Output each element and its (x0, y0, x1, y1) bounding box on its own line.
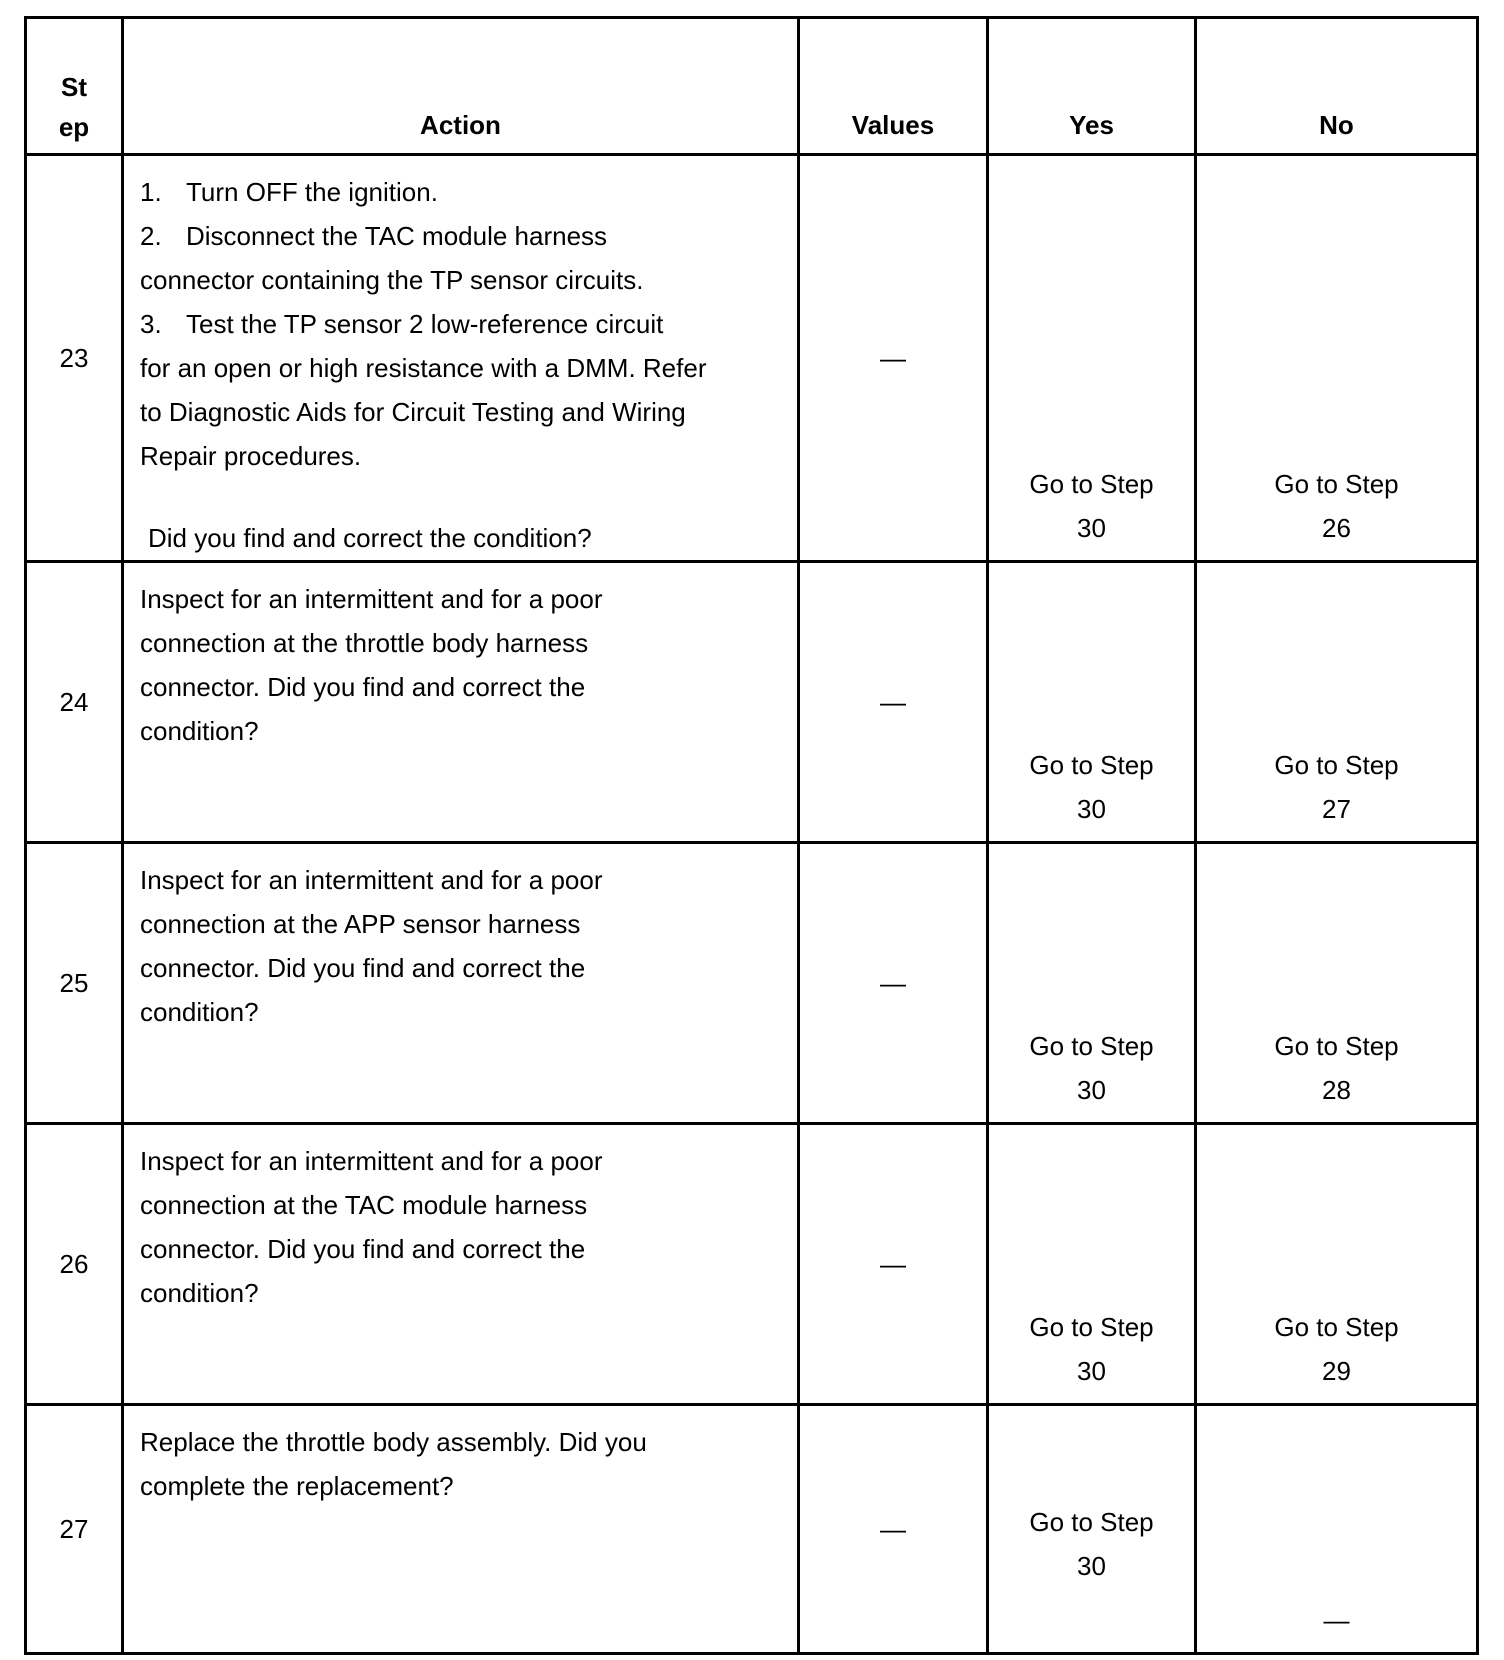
action-item-continued: for an open or high resistance with a DMM. Refer (140, 353, 707, 383)
action-item (140, 302, 781, 346)
table-row (26, 155, 1478, 562)
yes-goto-step: 30 (1077, 513, 1106, 543)
no-cell (1196, 155, 1478, 562)
step-number: 23 (26, 155, 123, 562)
action-cell (123, 1405, 799, 1654)
yes-cell (988, 1405, 1196, 1654)
action-question: Did you find and correct the condition? (148, 523, 592, 553)
header-step-line2: ep (58, 112, 90, 142)
action-item (140, 170, 781, 214)
item-text: Disconnect the TAC module harness (186, 221, 608, 251)
no-cell (1196, 562, 1478, 843)
yes-cell (988, 1124, 1196, 1405)
action-line: condition? (140, 1278, 259, 1308)
action-cell (123, 1124, 799, 1405)
action-line: Inspect for an intermittent and for a poor (140, 584, 603, 614)
header-step (26, 18, 123, 155)
values-cell: — (799, 155, 988, 562)
values-cell: — (799, 1405, 988, 1654)
action-line: connector. Did you find and correct the (140, 953, 586, 983)
action-line: Replace the throttle body assembly. Did you (140, 1427, 647, 1457)
action-cell (123, 843, 799, 1124)
yes-goto-step: 30 (1077, 1075, 1106, 1105)
no-goto-step: 28 (1322, 1075, 1351, 1105)
yes-goto-label: Go to Step (1029, 1507, 1154, 1537)
no-goto-label: Go to Step (1274, 469, 1399, 499)
action-item (140, 214, 781, 258)
yes-cell (988, 843, 1196, 1124)
values-cell: — (799, 843, 988, 1124)
header-values: Values (799, 18, 988, 155)
table-row (26, 1405, 1478, 1654)
no-goto-label: Go to Step (1274, 1031, 1399, 1061)
item-number: 1. (140, 177, 162, 207)
no-goto-step: 26 (1322, 513, 1351, 543)
yes-goto-label: Go to Step (1029, 1312, 1154, 1342)
table-row (26, 1124, 1478, 1405)
header-row (26, 18, 1478, 155)
step-number: 26 (26, 1124, 123, 1405)
action-item-continued: connector containing the TP sensor circuits. (140, 265, 644, 295)
action-line: connection at the APP sensor harness (140, 909, 581, 939)
yes-goto-step: 30 (1077, 1356, 1106, 1386)
action-line: Inspect for an intermittent and for a poor (140, 1146, 603, 1176)
action-line: connection at the TAC module harness (140, 1190, 588, 1220)
no-cell (1196, 843, 1478, 1124)
header-no: No (1196, 18, 1478, 155)
action-line: connector. Did you find and correct the (140, 672, 586, 702)
item-number: 3. (140, 309, 162, 339)
action-item-continued: Repair procedures. (140, 441, 362, 471)
action-line: connection at the throttle body harness (140, 628, 589, 658)
item-number: 2. (140, 221, 162, 251)
yes-cell (988, 155, 1196, 562)
header-step-line1: St (61, 72, 87, 102)
no-goto-label: Go to Step (1274, 1312, 1399, 1342)
step-number: 24 (26, 562, 123, 843)
no-cell (1196, 1124, 1478, 1405)
values-cell: — (799, 562, 988, 843)
item-text: Test the TP sensor 2 low-reference circuit (186, 309, 664, 339)
action-line: Inspect for an intermittent and for a poor (140, 865, 603, 895)
table-row (26, 562, 1478, 843)
action-line: connector. Did you find and correct the (140, 1234, 586, 1264)
action-cell (123, 562, 799, 843)
yes-goto-label: Go to Step (1029, 1031, 1154, 1061)
step-number: 27 (26, 1405, 123, 1654)
action-item-continued: to Diagnostic Aids for Circuit Testing and Wiring (140, 397, 686, 427)
no-goto-label: Go to Step (1274, 750, 1399, 780)
action-line: condition? (140, 716, 259, 746)
yes-goto-label: Go to Step (1029, 469, 1154, 499)
header-action: Action (123, 18, 799, 155)
action-line: condition? (140, 997, 259, 1027)
yes-goto-label: Go to Step (1029, 750, 1154, 780)
diagnostic-table (24, 16, 1479, 1655)
no-cell: — (1196, 1405, 1478, 1654)
yes-cell (988, 562, 1196, 843)
values-cell: — (799, 1124, 988, 1405)
table-row (26, 843, 1478, 1124)
yes-goto-step: 30 (1077, 1551, 1106, 1581)
action-cell (123, 155, 799, 562)
item-text: Turn OFF the ignition. (186, 177, 438, 207)
step-number: 25 (26, 843, 123, 1124)
header-yes: Yes (988, 18, 1196, 155)
action-line: complete the replacement? (140, 1471, 454, 1501)
no-goto-step: 29 (1322, 1356, 1351, 1386)
no-goto-step: 27 (1322, 794, 1351, 824)
yes-goto-step: 30 (1077, 794, 1106, 824)
